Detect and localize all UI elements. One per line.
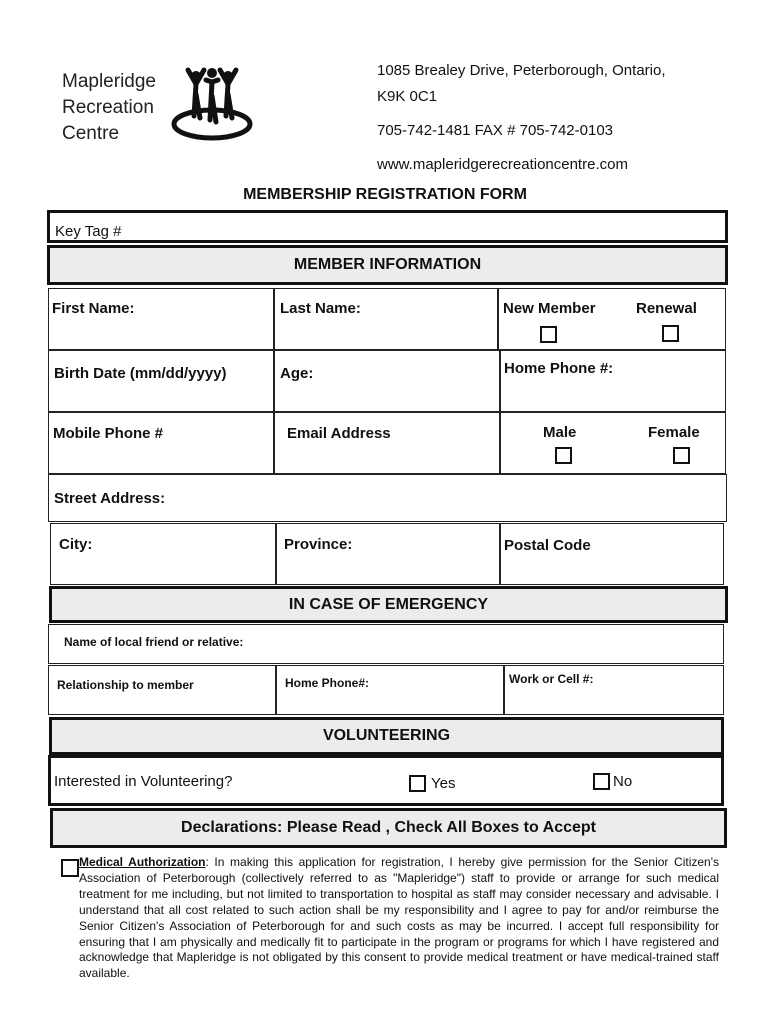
key-tag-field[interactable]: [47, 210, 728, 243]
member-info-header: MEMBER INFORMATION: [47, 245, 728, 285]
friend-name-field[interactable]: [48, 624, 724, 664]
city-label: City:: [59, 536, 93, 553]
last-name-field[interactable]: [274, 288, 498, 350]
male-checkbox[interactable]: [555, 447, 572, 464]
membership-type-cell: [498, 288, 726, 350]
street-address-label: Street Address:: [54, 490, 166, 507]
new-member-label: New Member: [503, 300, 596, 317]
medical-authorization-checkbox[interactable]: [61, 859, 79, 877]
org-name: [62, 69, 156, 147]
declarations-header: Declarations: Please Read , Check All Boxes to Accept: [50, 808, 727, 848]
form-title: MEMBERSHIP REGISTRATION FORM: [243, 186, 527, 203]
province-label: Province:: [284, 536, 353, 553]
friend-name-label: Name of local friend or relative:: [64, 635, 244, 649]
age-label: Age:: [280, 365, 314, 382]
male-label: Male: [543, 424, 577, 441]
first-name-label: First Name:: [52, 300, 135, 317]
new-member-checkbox[interactable]: [540, 326, 557, 343]
birth-date-field[interactable]: [48, 350, 274, 412]
mobile-phone-label: Mobile Phone #: [53, 425, 164, 442]
key-tag-label: Key Tag #: [55, 223, 122, 240]
volunteer-yes-checkbox[interactable]: [409, 775, 426, 792]
home-phone-label: Home Phone #:: [504, 360, 614, 377]
relationship-field[interactable]: [48, 665, 276, 715]
work-cell-field[interactable]: [504, 665, 724, 715]
org-name-line2: Recreation: [62, 97, 154, 118]
volunteering-row: [48, 755, 724, 806]
phone-fax: 705-742-1481 FAX # 705-742-0103: [377, 122, 614, 139]
email-field[interactable]: [274, 412, 500, 474]
postal-code-label: Postal Code: [504, 537, 591, 554]
no-label: No: [613, 773, 633, 790]
volunteering-question: Interested in Volunteering?: [54, 773, 233, 790]
emergency-header: IN CASE OF EMERGENCY: [49, 586, 728, 623]
city-field[interactable]: [50, 523, 276, 585]
renewal-checkbox[interactable]: [662, 325, 679, 342]
female-checkbox[interactable]: [673, 447, 690, 464]
gender-cell: [500, 412, 726, 474]
org-name-line3: Centre: [62, 123, 120, 144]
age-field[interactable]: [274, 350, 500, 412]
home-phone-field[interactable]: [500, 350, 726, 412]
address-line1: 1085 Brealey Drive, Peterborough, Ontario,: [377, 62, 666, 79]
street-address-field[interactable]: [48, 474, 727, 522]
first-name-field[interactable]: [48, 288, 274, 350]
address-line2: K9K 0C1: [377, 88, 438, 105]
people-logo-icon: [168, 66, 256, 149]
yes-label: Yes: [431, 775, 456, 792]
province-field[interactable]: [276, 523, 500, 585]
medical-authorization-title: Medical Authorization: [79, 855, 206, 869]
medical-authorization-text: [79, 855, 719, 982]
volunteer-no-checkbox[interactable]: [593, 773, 610, 790]
email-label: Email Address: [287, 425, 391, 442]
postal-code-field[interactable]: [500, 523, 724, 585]
female-label: Female: [648, 424, 700, 441]
relationship-label: Relationship to member: [57, 678, 194, 692]
renewal-label: Renewal: [636, 300, 697, 317]
work-cell-label: Work or Cell #:: [509, 672, 594, 686]
volunteering-header: VOLUNTEERING: [49, 717, 724, 755]
emergency-home-phone-label: Home Phone#:: [285, 676, 370, 690]
website: www.mapleridgerecreationcentre.com: [377, 156, 628, 173]
org-name-line1: Mapleridge: [62, 71, 156, 92]
last-name-label: Last Name:: [280, 300, 361, 317]
emergency-home-phone-field[interactable]: [276, 665, 504, 715]
birth-date-label: Birth Date (mm/dd/yyyy): [54, 365, 227, 382]
mobile-phone-field[interactable]: [48, 412, 274, 474]
medical-authorization-body: : In making this application for registration, I hereby give permission for the Senior Citizen's Association of Peterborough (collectively referred to as "Mapleridge") staff to provide or arrange for such medical treatment for me including, but not limited to transportation to hospital as staff may consider necessary and advisable. I understand that all cost related to such action shall be my responsibility and I agree to pay for and/or reimburse the Senior Citizen's Association of Peterborough for and such costs as may be incurred. I accept full responsibility for ensuring that I am physically and medically fit to participate in the program or programs for which I have registered and acknowledge that Mapleridge is not obligated by this consent to provide medical treatment or have medical-trained staff available.: [79, 855, 719, 981]
